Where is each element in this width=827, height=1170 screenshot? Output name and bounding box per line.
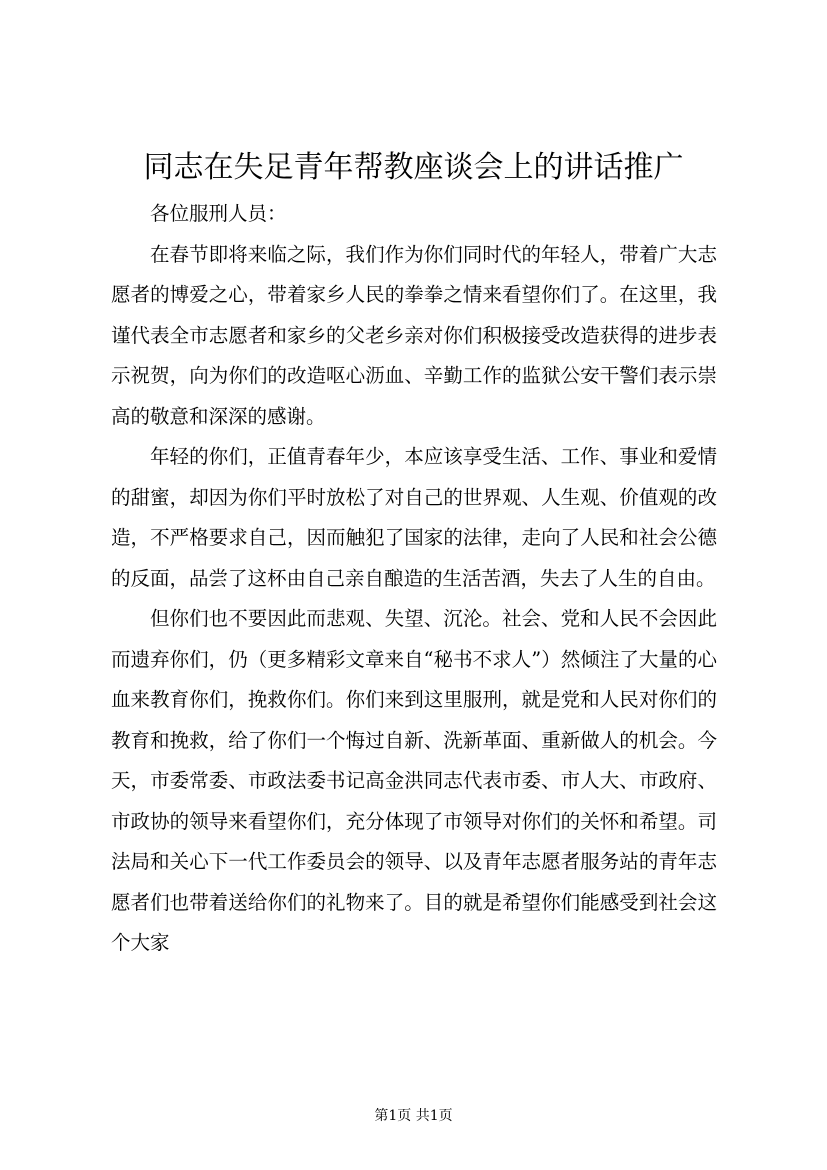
salutation: 各位服刑人员： bbox=[150, 202, 287, 225]
paragraph-1: 在春节即将来临之际，我们作为你们同时代的年轻人，带着广大志愿者的博爱之心，带着家乡人民的拳拳之情来看望你们了。在这里，我谨代表全市志愿者和家乡的父老乡亲对你们积极接受改造获得的进步表示祝贺，向为你们的改造呕心沥血、辛勤工作的监狱公安干警们表示崇高的敬意和深深的感谢。 bbox=[111, 242, 717, 428]
document-body bbox=[111, 194, 717, 964]
page-number-footer: 第1页 共1页 bbox=[374, 1108, 453, 1124]
paragraph-3: 但你们也不要因此而悲观、失望、沉沦。社会、党和人民不会因此而遗弃你们，仍（更多精彩文章来自“秘书不求人”）然倾注了大量的心血来教育你们，挽救你们。你们来到这里服刑，就是党和人民对你们的教育和挽救，给了你们一个悔过自新、洗新革面、重新做人的机会。今天，市委常委、市政法委书记高金洪同志代表市委、市人大、市政府、市政协的领导来看望你们，充分体现了市领导对你们的关怀和希望。司法局和关心下一代工作委员会的领导、以及青年志愿者服务站的青年志愿者们也带着送给你们的礼物来了。目的就是希望你们能感受到社会这个大家 bbox=[111, 607, 717, 954]
document-title: 同志在失足青年帮教座谈会上的讲话推广 bbox=[143, 150, 684, 185]
paragraph-2: 年轻的你们，正值青春年少，本应该享受生活、工作、事业和爱情的甜蜜，却因为你们平时放松了对自己的世界观、人生观、价值观的改造，不严格要求自己，因而触犯了国家的法律，走向了人民和社会公德的反面，品尝了这杯由自己亲自酿造的生活苦酒，失去了人生的自由。 bbox=[111, 445, 717, 590]
